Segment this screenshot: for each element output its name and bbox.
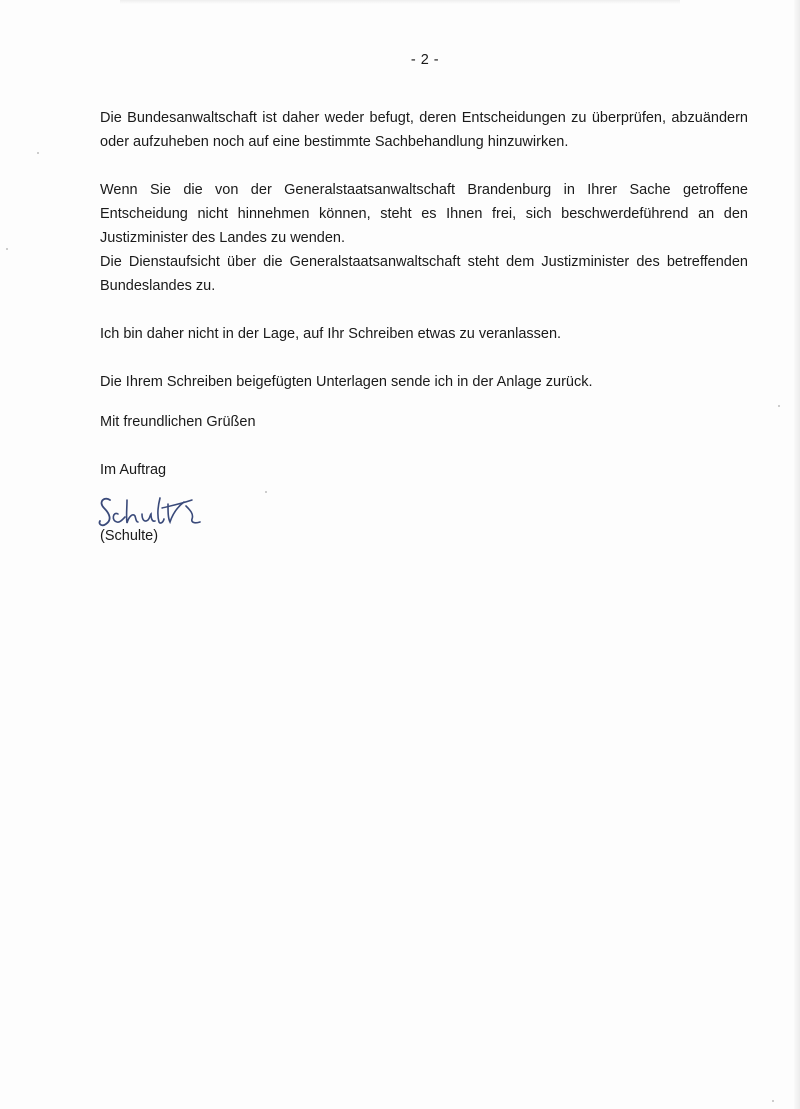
paragraph-1: Die Bundesanwaltschaft ist daher weder befugt, deren Entscheidungen zu überprüfen, abzuändern oder aufzuheben noch auf eine bestimmte Sachbehandlung hinzuwirken. bbox=[100, 110, 748, 150]
scan-speck bbox=[778, 405, 780, 407]
scan-edge-right bbox=[794, 0, 800, 1109]
paragraph-5: Die Ihrem Schreiben beigefügten Unterlagen sende ich in der Anlage zurück. bbox=[100, 374, 593, 390]
closing-greeting: Mit freundlichen Grüßen bbox=[100, 414, 256, 430]
signatory-name: (Schulte) bbox=[100, 528, 159, 544]
scan-speck bbox=[265, 491, 267, 493]
scan-edge-top bbox=[120, 0, 680, 4]
scan-speck bbox=[772, 1100, 774, 1102]
paragraph-4: Ich bin daher nicht in der Lage, auf Ihr Schreiben etwas zu veranlassen. bbox=[100, 326, 562, 342]
on-behalf-label: Im Auftrag bbox=[100, 462, 167, 478]
scan-speck bbox=[6, 248, 8, 250]
paragraph-3: Die Dienstaufsicht über die Generalstaatsanwaltschaft steht dem Justizminister des betreffenden Bundeslandes zu. bbox=[100, 254, 748, 294]
scan-speck bbox=[37, 152, 39, 154]
page-number: - 2 - bbox=[410, 52, 440, 68]
paragraph-2: Wenn Sie die von der Generalstaatsanwaltschaft Brandenburg in Ihrer Sache getroffene Entscheidung nicht hinnehmen können, steht es Ihnen frei, sich beschwerdeführend an den Justizminister des Landes zu wenden. bbox=[100, 182, 748, 246]
